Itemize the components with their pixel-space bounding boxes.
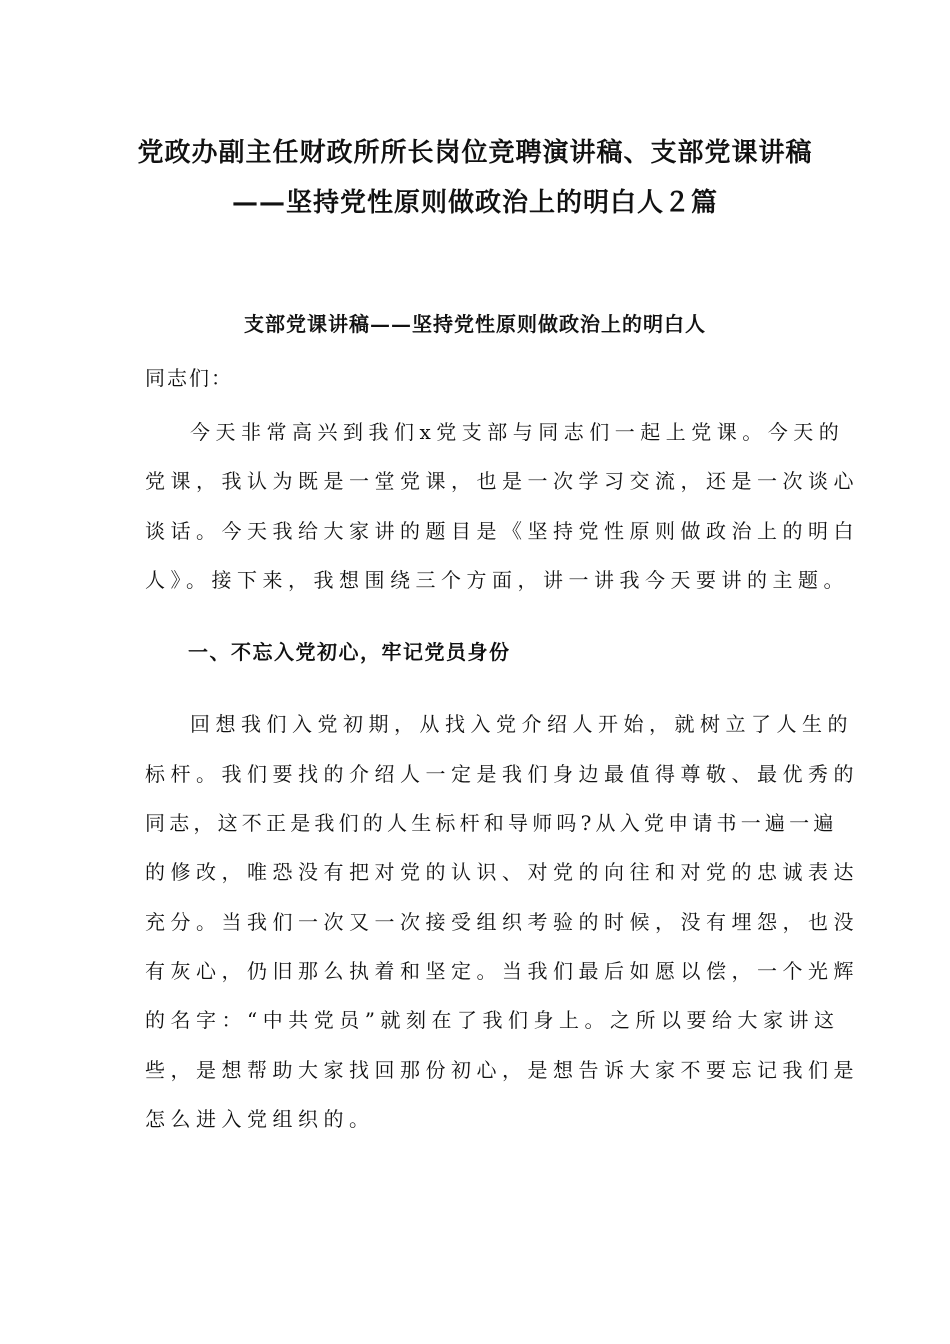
paragraph-1-line-4: 人》。接下来，我想围绕三个方面，讲一讲我今天要讲的主题。 <box>145 568 849 592</box>
document-title-line-1: 党政办副主任财政所所长岗位竞聘演讲稿、支部党课讲稿 <box>137 138 813 168</box>
paragraph-2-line-7: 的名字：“中共党员”就刻在了我们身上。之所以要给大家讲这 <box>145 1008 840 1032</box>
paragraph-2-line-2: 标杆。我们要找的介绍人一定是我们身边最值得尊敬、最优秀的 <box>145 762 859 786</box>
section-heading-1: 一、不忘入党初心，牢记党员身份 <box>188 640 511 664</box>
paragraph-2-line-5: 充分。当我们一次又一次接受组织考验的时候，没有埋怨，也没 <box>145 910 859 934</box>
salutation: 同志们： <box>145 366 233 390</box>
paragraph-1-line-2: 党课，我认为既是一堂党课，也是一次学习交流，还是一次谈心 <box>145 469 859 493</box>
paragraph-2-line-4: 的修改，唯恐没有把对党的认识、对党的向往和对党的忠诚表达 <box>145 860 859 884</box>
paragraph-2-line-3: 同志，这不正是我们的人生标杆和导师吗?从入党申请书一遍一遍 <box>145 811 838 835</box>
paragraph-2-line-1: 回想我们入党初期，从找入党介绍人开始，就树立了人生的 <box>190 712 853 736</box>
section-title: 支部党课讲稿——坚持党性原则做政治上的明白人 <box>244 312 706 336</box>
paragraph-2-line-9: 怎么进入党组织的。 <box>145 1107 375 1131</box>
paragraph-2-line-6: 有灰心，仍旧那么执着和坚定。当我们最后如愿以偿，一个光辉 <box>145 959 859 983</box>
paragraph-1-line-1: 今天非常高兴到我们x党支部与同志们一起上党课。今天的 <box>190 420 845 444</box>
paragraph-2-line-8: 些，是想帮助大家找回那份初心，是想告诉大家不要忘记我们是 <box>145 1058 859 1082</box>
paragraph-1-line-3: 谈话。今天我给大家讲的题目是《坚持党性原则做政治上的明白 <box>145 519 859 543</box>
document-title-line-2: ——坚持党性原则做政治上的明白人２篇 <box>231 188 718 218</box>
